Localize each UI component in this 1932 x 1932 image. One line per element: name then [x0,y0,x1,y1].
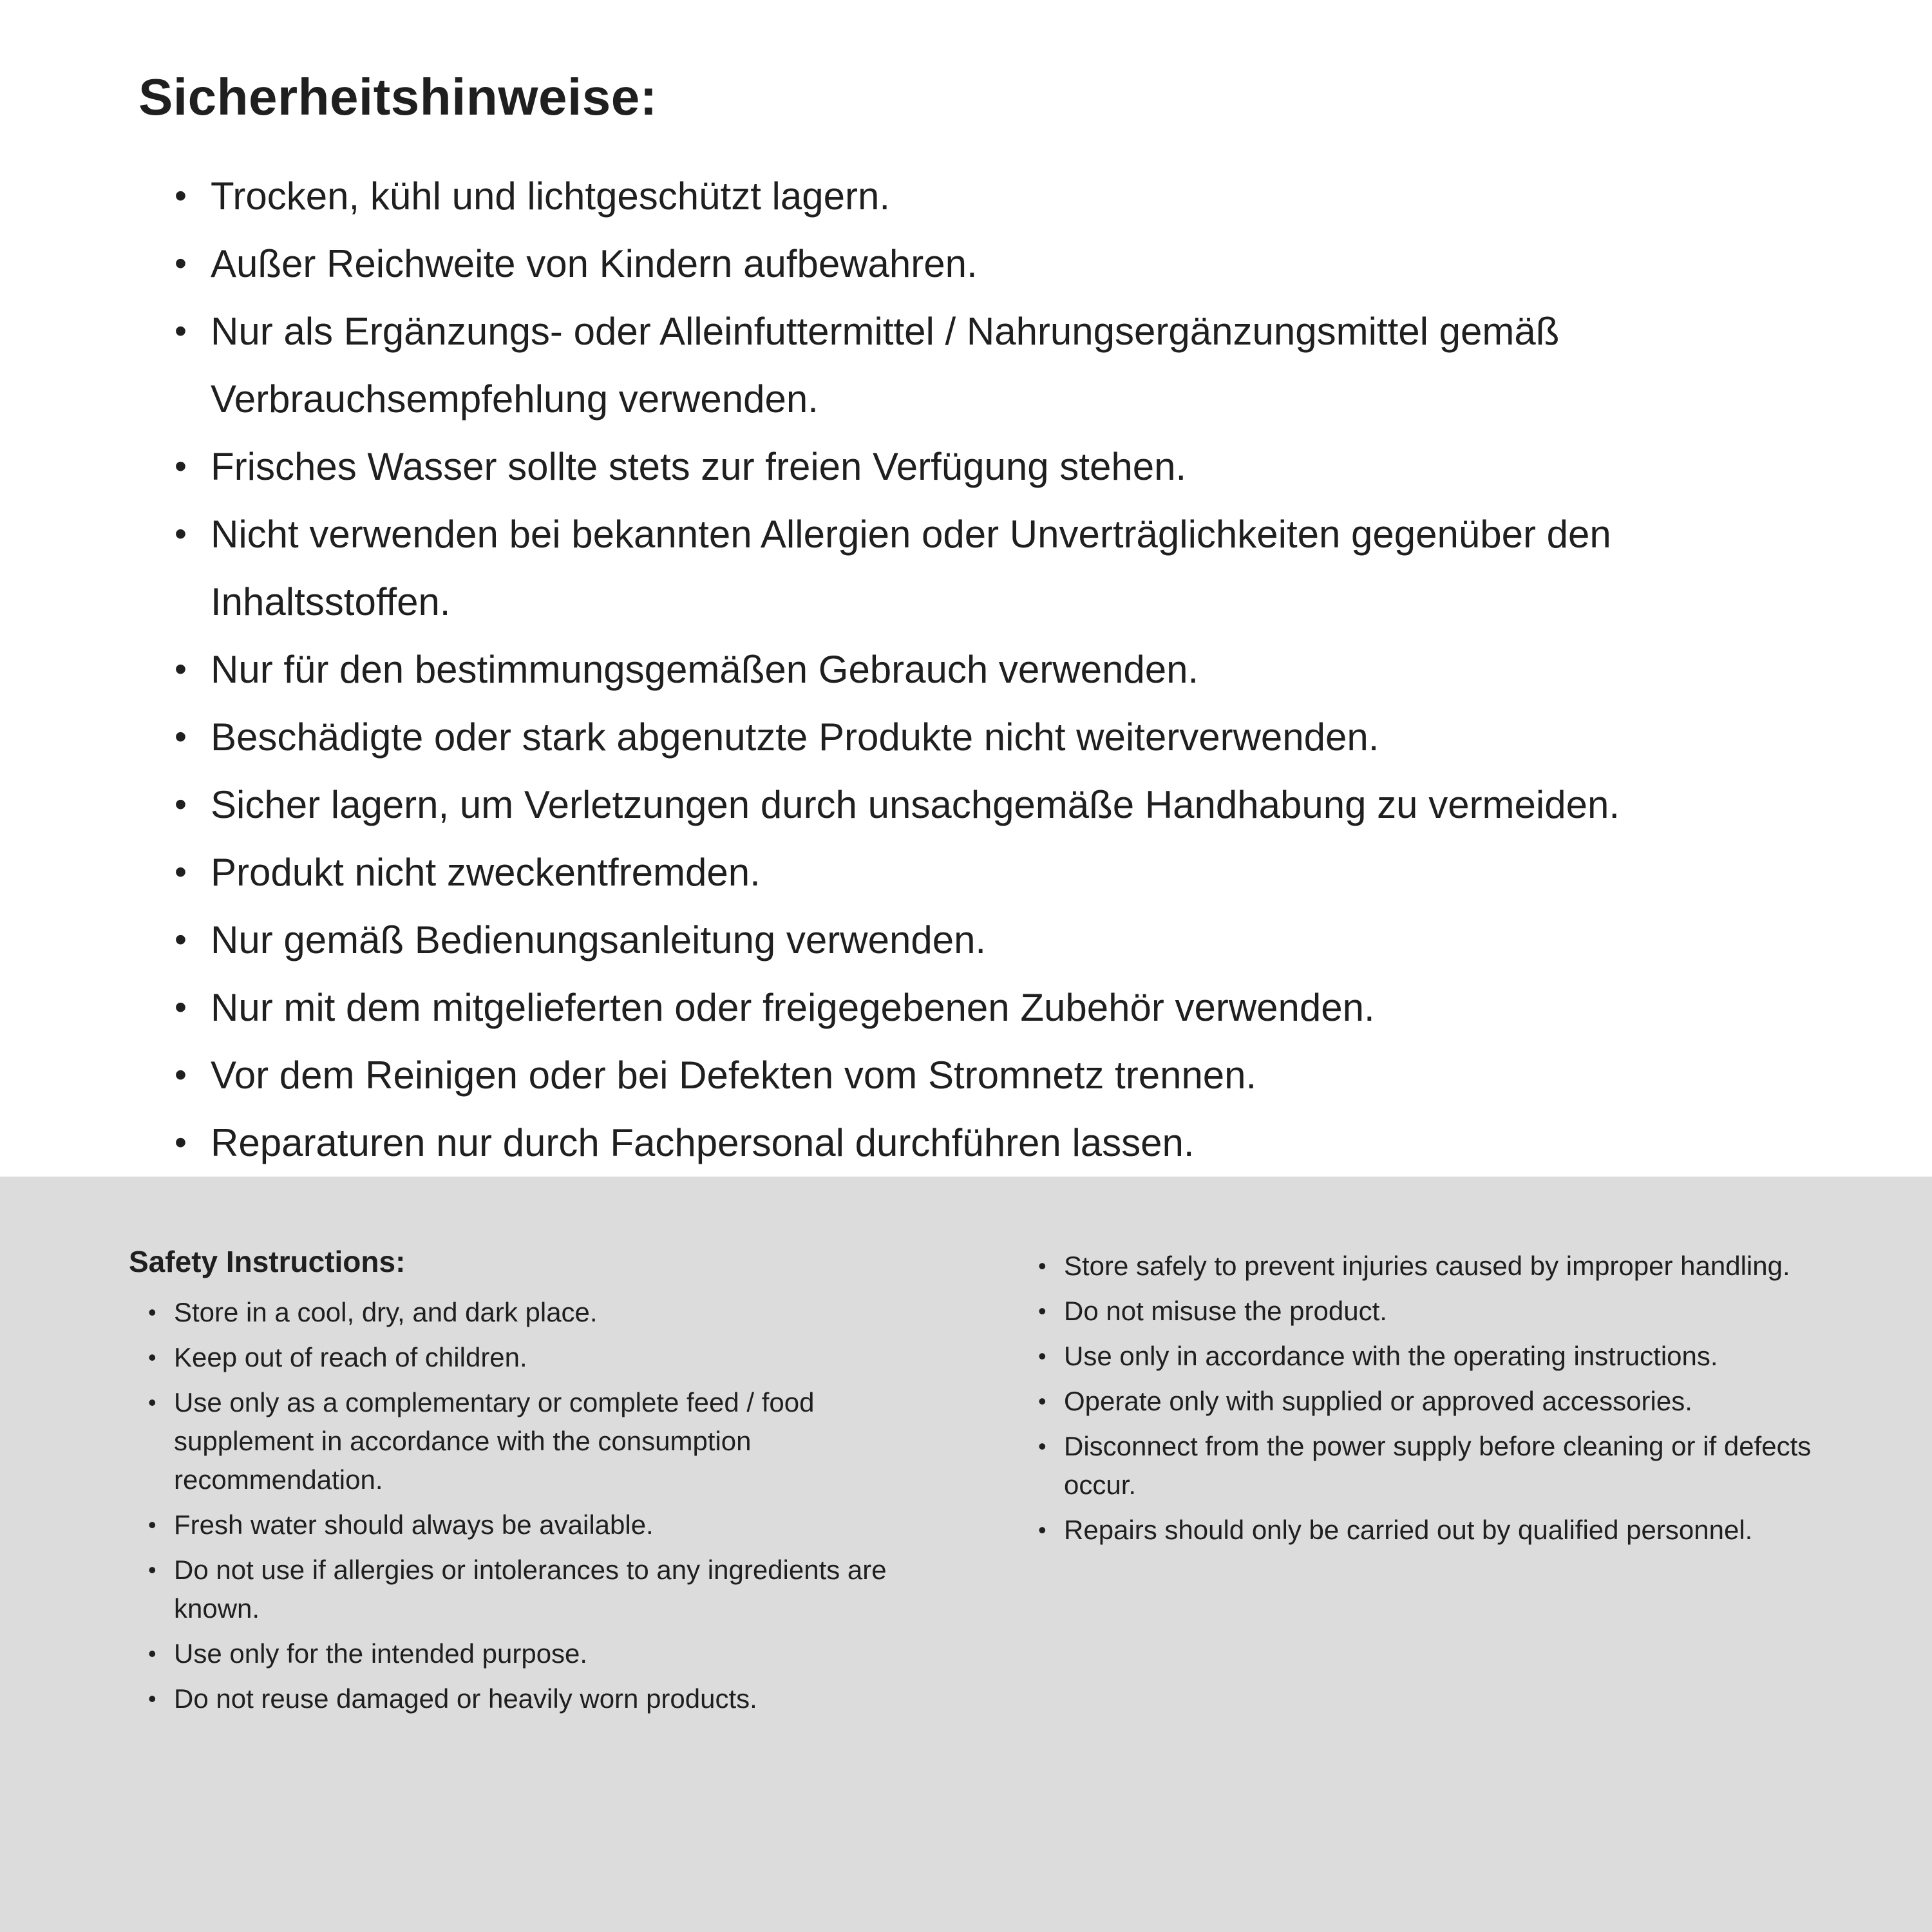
english-list-item-text: Do not reuse damaged or heavily worn products. [174,1683,757,1714]
german-list-item-text: Außer Reichweite von Kindern aufbewahren. [211,242,978,285]
english-list-item [147,1293,927,1332]
english-list-item [147,1338,927,1377]
english-list-item-text: Use only as a complementary or complete feed / food supplement in accordance with the consumption recommendation. [174,1387,815,1495]
english-right-column [1037,1244,1835,1556]
english-list-item-text: Use only in accordance with the operating instructions. [1064,1341,1718,1371]
german-list-item-text: Nur mit dem mitgelieferten oder freigegebenen Zubehör verwenden. [211,986,1375,1029]
german-list-item-text: Vor dem Reinigen oder bei Defekten vom Stromnetz trennen. [211,1054,1257,1097]
english-list-item [1037,1247,1835,1285]
german-list-item-text: Trocken, kühl und lichtgeschützt lagern. [211,175,891,218]
english-list-item-text: Do not use if allergies or intolerances to any ingredients are known. [174,1555,887,1624]
german-list-item-text: Reparaturen nur durch Fachpersonal durchführen lassen. [211,1121,1195,1164]
german-list-item-text: Nur als Ergänzungs- oder Alleinfuttermittel / Nahrungsergänzungsmittel gemäß Verbrauchsempfehlung verwenden. [211,310,1560,421]
german-list-item [171,1041,1829,1109]
german-list-item-text: Sicher lagern, um Verletzungen durch unsachgemäße Handhabung zu vermeiden. [211,783,1620,826]
german-list-item [171,703,1829,771]
english-list-item-text: Use only for the intended purpose. [174,1638,588,1669]
german-list-item [171,636,1829,703]
german-list-item [171,298,1829,433]
english-list-item [147,1383,927,1499]
english-list-item-text: Keep out of reach of children. [174,1342,527,1372]
english-list-item-text: Operate only with supplied or approved accessories. [1064,1386,1692,1416]
german-safety-list [171,162,1829,1177]
english-safety-list-right [1037,1247,1835,1549]
german-list-item [171,500,1829,636]
german-list-item-text: Nur für den bestimmungsgemäßen Gebrauch verwenden. [211,648,1199,691]
english-list-item [1037,1292,1835,1331]
english-list-item [147,1634,927,1673]
german-list-item [171,1109,1829,1177]
english-list-item [1037,1382,1835,1421]
english-left-column [129,1244,927,1725]
english-list-item [1037,1511,1835,1549]
english-list-item [1037,1337,1835,1376]
german-list-item [171,162,1829,230]
english-list-item-text: Disconnect from the power supply before cleaning or if defects occur. [1064,1431,1812,1500]
german-list-item-text: Beschädigte oder stark abgenutzte Produkte nicht weiterverwenden. [211,715,1379,759]
german-list-item-text: Produkt nicht zweckentfremden. [211,851,761,894]
english-list-item-text: Store in a cool, dry, and dark place. [174,1297,598,1327]
german-list-item-text: Frisches Wasser sollte stets zur freien Verfügung stehen. [211,445,1187,488]
german-list-item [171,974,1829,1041]
german-list-item [171,433,1829,500]
german-list-item [171,906,1829,974]
english-safety-section [0,1177,1932,1932]
german-list-item-text: Nur gemäß Bedienungsanleitung verwenden. [211,918,987,961]
english-list-item [147,1680,927,1718]
german-list-item [171,230,1829,298]
english-list-item [147,1506,927,1544]
english-list-item-text: Fresh water should always be available. [174,1510,654,1540]
english-list-item [1037,1427,1835,1504]
english-section-title: Safety Instructions: [129,1245,406,1278]
german-section-title: Sicherheitshinweise: [138,68,658,126]
english-list-item-text: Do not misuse the product. [1064,1296,1387,1326]
german-list-item-text: Nicht verwenden bei bekannten Allergien oder Unverträglichkeiten gegenüber den Inhaltsstoffen. [211,513,1611,623]
german-list-item [171,771,1829,838]
german-list-item [171,838,1829,906]
english-list-item [147,1551,927,1628]
english-list-item-text: Repairs should only be carried out by qualified personnel. [1064,1515,1753,1545]
english-safety-list-left [147,1293,927,1718]
english-list-item-text: Store safely to prevent injuries caused by improper handling. [1064,1251,1790,1281]
